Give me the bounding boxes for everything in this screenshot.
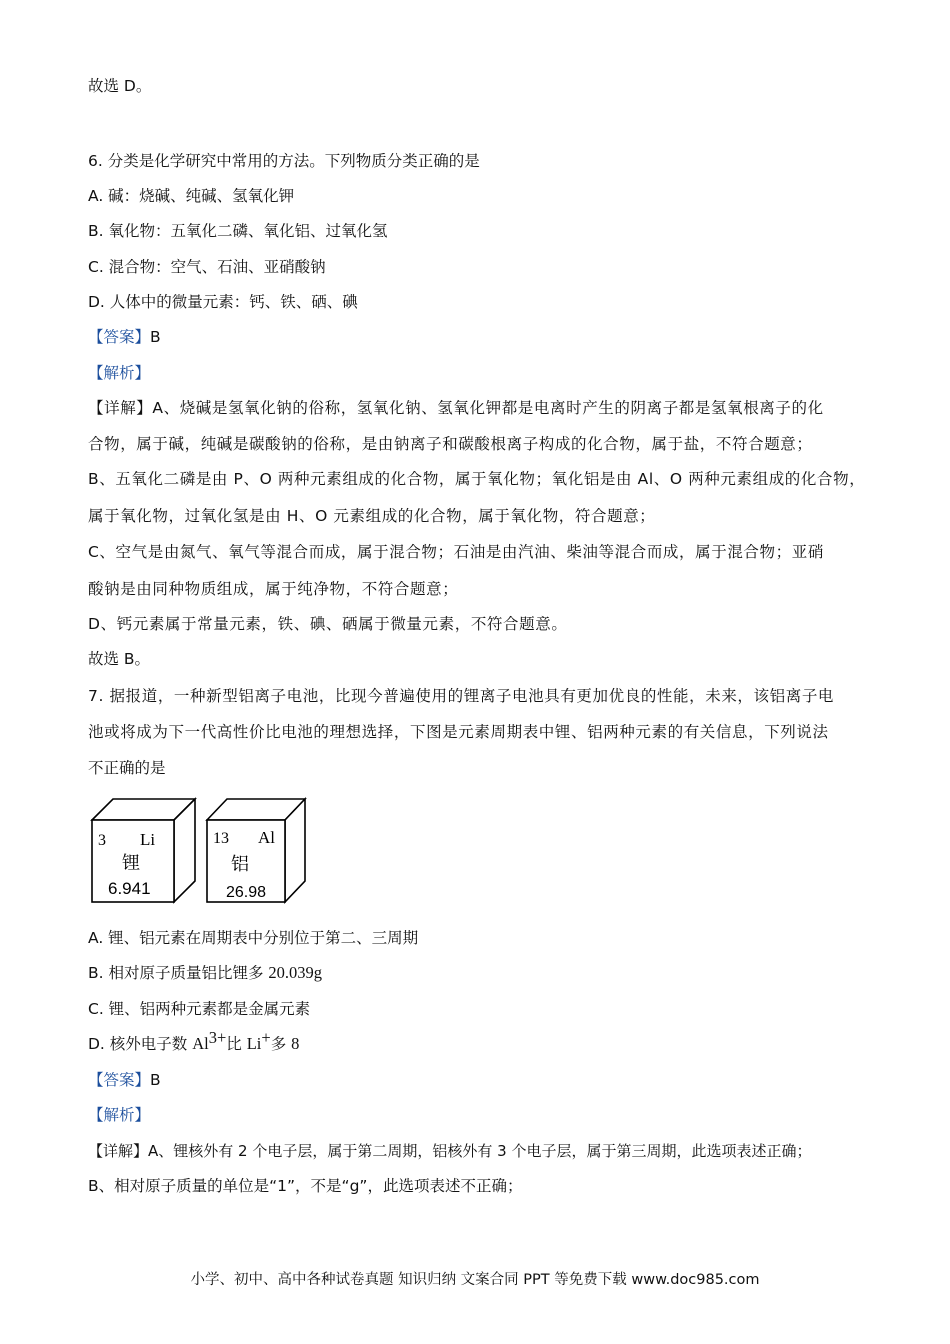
q7-answer	[88, 1069, 161, 1091]
detail-tag: 【详解】	[88, 399, 153, 417]
q7-analysis-tag: 【解析】	[88, 1106, 151, 1124]
q6-option-a: A. 碱：烧碱、纯碱、氢氧化钾	[88, 187, 295, 205]
al-name: 铝	[231, 854, 249, 875]
option-d-mid: 比	[226, 1035, 247, 1053]
q6-detail-line-5: C、空气是由氮气、氧气等混合而成，属于混合物；石油是由汽油、柴油等混合而成，属于混合物；亚硝	[88, 543, 824, 561]
page-footer: 小学、初中、高中各种试卷真题 知识归纳 文案合同 PPT 等免费下载 www.doc985.com	[190, 1272, 760, 1288]
answer-value: B	[150, 328, 161, 346]
q6-detail-line-4: 属于氧化物，过氧化氢是由 H、O 元素组成的化合物，属于氧化物，符合题意；	[88, 507, 656, 525]
option-d-value: 8	[291, 1034, 300, 1053]
q7-option-c: C. 锂、铝两种元素都是金属元素	[88, 1000, 311, 1018]
li-symbol: Li	[140, 830, 156, 849]
al-atomic-mass: 26.98	[226, 884, 267, 901]
option-d-prefix: D. 核外电子数	[88, 1035, 193, 1053]
li-ion-symbol: Li	[246, 1034, 262, 1053]
al-ion-symbol: Al	[192, 1034, 209, 1053]
element-cards-svg	[88, 793, 328, 913]
al-symbol: Al	[258, 828, 275, 847]
q7-option-a: A. 锂、铝元素在周期表中分别位于第二、三周期	[88, 929, 419, 947]
q7-stem-line-1: 7. 据报道，一种新型铝离子电池，比现今普遍使用的锂离子电池具有更加优良的性能，未来，该铝离子电	[88, 687, 835, 705]
li-name: 锂	[122, 853, 140, 874]
al-ion-charge: 3+	[208, 1027, 227, 1047]
q7-option-d	[88, 1027, 300, 1055]
li-atomic-number: 3	[98, 832, 106, 849]
li-atomic-mass: 6.941	[108, 879, 151, 898]
option-d-suffix: 多	[270, 1035, 292, 1053]
answer-tag: 【答案】	[88, 328, 151, 346]
q7-stem-line-3: 不正确的是	[88, 759, 166, 777]
q6-option-c: C. 混合物：空气、石油、亚硝酸钠	[88, 258, 326, 276]
q7-detail-line-2: B、相对原子质量的单位是“1”，不是“g”，此选项表述不正确；	[88, 1177, 523, 1195]
q6-conclusion: 故选 B。	[88, 650, 151, 668]
li-ion-charge: +	[261, 1027, 271, 1047]
q6-detail-line-7: D、钙元素属于常量元素，铁、碘、硒属于微量元素，不符合题意。	[88, 615, 568, 633]
option-b-value: 20.039g	[268, 963, 323, 982]
option-b-text: B. 相对原子质量铝比锂多	[88, 964, 269, 982]
q6-stem: 6. 分类是化学研究中常用的方法。下列物质分类正确的是	[88, 152, 480, 170]
q6-detail-line-1	[88, 397, 824, 419]
al-atomic-number: 13	[213, 830, 229, 847]
q7-stem-line-2: 池或将成为下一代高性价比电池的理想选择，下图是元素周期表中锂、铝两种元素的有关信息，下列说法	[88, 723, 829, 741]
q6-analysis-tag: 【解析】	[88, 364, 151, 382]
q6-option-d: D. 人体中的微量元素：钙、铁、硒、碘	[88, 293, 358, 311]
q6-detail-line-2: 合物，属于碱，纯碱是碳酸钠的俗称，是由钠离子和碳酸根离子构成的化合物，属于盐，不符合题意；	[88, 435, 813, 453]
element-cards-figure	[88, 793, 328, 913]
detail-tag: 【详解】	[88, 1142, 149, 1160]
q6-detail-line-6: 酸钠是由同种物质组成，属于纯净物，不符合题意；	[88, 580, 459, 598]
answer-value: B	[150, 1071, 161, 1089]
q7-option-b	[88, 962, 322, 984]
answer-tag: 【答案】	[88, 1071, 151, 1089]
prev-conclusion: 故选 D。	[88, 77, 152, 95]
q6-answer	[88, 326, 161, 348]
detail-text: A、锂核外有 2 个电子层，属于第二周期，铝核外有 3 个电子层，属于第三周期，此选项表述正确；	[148, 1142, 812, 1160]
q6-detail-line-3: B、五氧化二磷是由 P、O 两种元素组成的化合物，属于氧化物；氧化铝是由 Al、O 两种元素组成的化合物，	[88, 470, 866, 488]
detail-text: A、烧碱是氢氧化钠的俗称，氢氧化钠、氢氧化钾都是电离时产生的阴离子都是氢氧根离子的化	[152, 399, 824, 417]
q7-detail-line-1	[88, 1140, 811, 1162]
q6-option-b: B. 氧化物：五氧化二磷、氧化铝、过氧化氢	[88, 222, 388, 240]
